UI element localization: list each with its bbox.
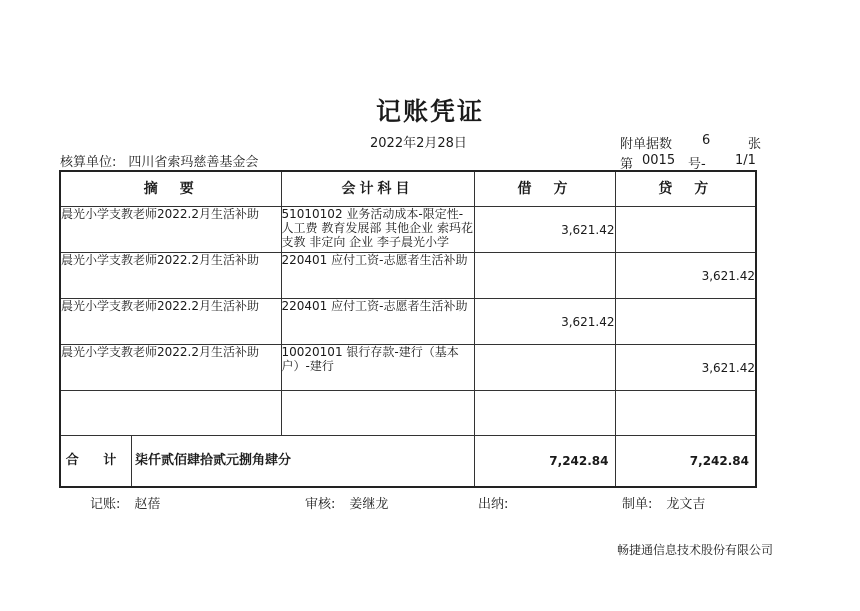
row-account: 10020101 银行存款-建行（基本户）-建行 <box>281 345 474 391</box>
row-debit <box>474 345 615 391</box>
row-summary: 晨光小学支教老师2022.2月生活补助 <box>60 253 281 299</box>
row-credit <box>615 299 756 345</box>
table-row <box>60 345 756 391</box>
row-account: 220401 应付工资-志愿者生活补助 <box>281 253 474 299</box>
table-row <box>60 253 756 299</box>
total-text-cell <box>60 436 474 488</box>
voucher-table <box>59 170 757 488</box>
total-words: 柒仟贰佰肆拾贰元捌角肆分 <box>135 453 292 468</box>
total-credit: 7,242.84 <box>615 436 756 488</box>
row-debit: 3,621.42 <box>474 207 615 253</box>
software-company: 畅捷通信息技术股份有限公司 <box>617 543 774 557</box>
preparer <box>622 493 705 512</box>
empty-cell <box>281 391 474 436</box>
header-credit: 贷 方 <box>615 171 756 207</box>
unit-label: 核算单位: <box>60 155 117 170</box>
total-row <box>60 436 756 488</box>
row-credit <box>615 207 756 253</box>
empty-cell <box>60 391 281 436</box>
row-summary: 晨光小学支教老师2022.2月生活补助 <box>60 207 281 253</box>
row-summary: 晨光小学支教老师2022.2月生活补助 <box>60 299 281 345</box>
preparer-name: 龙文吉 <box>666 497 706 512</box>
attachments-label: 附单据数 <box>620 137 673 152</box>
row-debit <box>474 253 615 299</box>
total-label: 合 计 <box>61 436 132 486</box>
header-debit: 借 方 <box>474 171 615 207</box>
cashier <box>478 493 522 512</box>
table-row <box>60 207 756 253</box>
voucher-page: 1/1 <box>735 153 756 168</box>
bookkeeper-label: 记账: <box>90 497 121 512</box>
attachments-count: 6 <box>702 133 711 148</box>
attachments-unit: 张 <box>748 137 762 152</box>
table-row <box>60 299 756 345</box>
empty-row <box>60 391 756 436</box>
header-summary: 摘 要 <box>60 171 281 207</box>
reviewer-name: 姜继龙 <box>349 497 389 512</box>
unit-name: 四川省索玛慈善基金会 <box>128 155 259 170</box>
bookkeeper-name: 赵蓓 <box>134 497 161 512</box>
row-summary: 晨光小学支教老师2022.2月生活补助 <box>60 345 281 391</box>
row-account: 51010102 业务活动成本-限定性-人工费 教育发展部 其他企业 索玛花支教 非定向 企业 李子晨光小学 <box>281 207 474 253</box>
reviewer-label: 审核: <box>305 497 336 512</box>
table-header-row <box>60 171 756 207</box>
voucher-date: 2022年2月28日 <box>370 136 467 151</box>
accounting-unit <box>60 151 258 170</box>
voucher-suffix: 号- <box>688 157 706 172</box>
row-debit: 3,621.42 <box>474 299 615 345</box>
header-account: 会计科目 <box>281 171 474 207</box>
row-credit: 3,621.42 <box>615 345 756 391</box>
bookkeeper <box>90 493 160 512</box>
row-account: 220401 应付工资-志愿者生活补助 <box>281 299 474 345</box>
voucher-title: 记账凭证 <box>375 97 484 126</box>
voucher-prefix: 第 <box>620 157 634 172</box>
preparer-label: 制单: <box>622 497 653 512</box>
total-debit: 7,242.84 <box>474 436 615 488</box>
empty-cell <box>615 391 756 436</box>
empty-cell <box>474 391 615 436</box>
reviewer <box>305 493 388 512</box>
row-credit: 3,621.42 <box>615 253 756 299</box>
voucher-no: 0015 <box>642 153 676 168</box>
cashier-label: 出纳: <box>478 497 509 512</box>
